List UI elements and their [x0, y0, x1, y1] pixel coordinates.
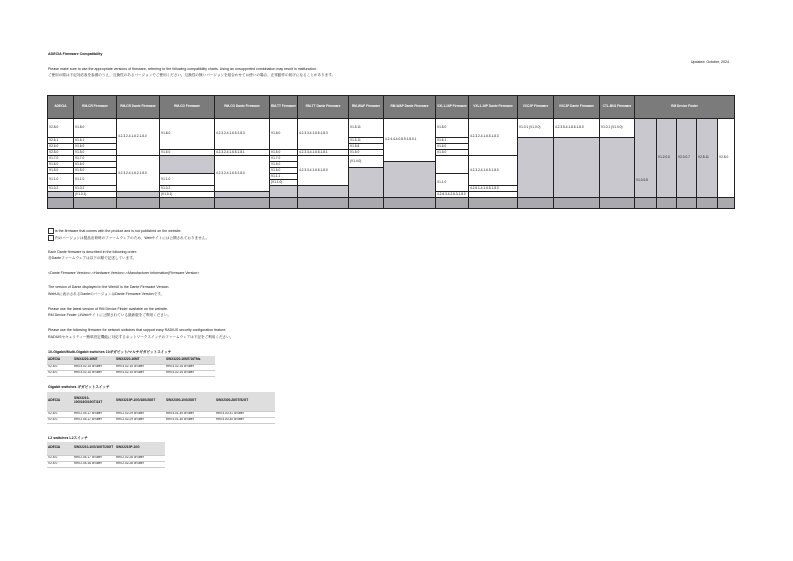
legend-square-icon: [48, 228, 54, 234]
empty-cell: [215, 198, 270, 209]
header-cell: VXL1-16P Dante Firmware: [469, 96, 518, 119]
header-cell: ADECIA: [47, 356, 73, 364]
intro-en: Please make sure to use the appropriate versions of firmware, referring to the following compatibility charts. Using an unsupported combination may result in malfunction.: [48, 67, 318, 71]
empty-cell: [518, 198, 554, 209]
dante-cell: 4.2.3.2-4.1.6.5-1.8.0: [215, 156, 270, 192]
empty-cell: [600, 138, 635, 198]
cell: Rev.2.02.28 or later: [115, 455, 165, 461]
cell: V1.6.0: [74, 144, 117, 150]
cell: Rev.2.04.17 or later: [73, 455, 115, 461]
empty-cell: [657, 198, 677, 209]
dante-cell: 4.2.3.2-4.1.6.5-1.8.1: [215, 150, 270, 156]
cell: Rev.4.01.35 or later: [165, 411, 215, 417]
header-cell: RM-TT Dante Firmware: [298, 96, 349, 119]
note-radius-jp: RADIUSセキュリティー簡単設定機能に対応するネットワークスイッチのファームウェアは下記をご利用ください。: [48, 335, 234, 339]
header-cell: RM-CR Dante Firmware: [117, 96, 160, 119]
cell: V1.6.0: [74, 162, 117, 168]
cell: (V1.4.0): [349, 156, 384, 168]
empty-cell: [518, 138, 554, 198]
empty-cell: [436, 198, 469, 209]
note-finder-jp: RM Device Finder はWebサイトに公開されている最新版をご利用ください。: [48, 313, 172, 317]
cell: V1.5.0: [436, 150, 469, 156]
note-dante-order: Each Dante firmware is described in the following order:: [48, 250, 137, 254]
finder-cell: V2.0.0.7: [677, 119, 697, 198]
header-cell: SWX3220-16MT: [73, 356, 115, 364]
dante-cell: 4.2.3.3-4.1.6.5-1.8.0: [298, 156, 349, 186]
dante-cell: 4.2.6.3-4.2.6.3-1.8.0: [436, 192, 469, 198]
empty-cell: [270, 186, 298, 198]
note-dante-order-jp: 各Danteファームウェアは以下の順で記述しています。: [48, 256, 137, 260]
table-row: [47, 417, 275, 423]
cell: V2.8.0: [47, 364, 73, 370]
table-row: [48, 119, 735, 138]
header-cell: VXL1-16P Firmware: [436, 96, 469, 119]
cell: V2.6.0: [48, 144, 74, 150]
dante-cell: 4.2.3.2-4.1.6.2-1.8.0: [117, 119, 160, 156]
header-row: [48, 96, 735, 119]
cell: V1.8.0: [436, 119, 469, 138]
cell: Rev.4.02.15 or later: [73, 370, 115, 376]
empty-cell: [697, 198, 718, 209]
cell: V1.1.0: [160, 174, 215, 186]
cell: V2.6.1: [48, 138, 74, 144]
header-row: [47, 392, 275, 411]
cell: Rev.2.02.28 or later: [115, 461, 165, 467]
cell: V1.1.0: [48, 174, 74, 186]
empty-cell: [600, 198, 635, 209]
header-cell: VXC2P Firmware: [518, 96, 554, 119]
cell: Rev.4.02.15 or later: [73, 364, 115, 370]
finder-cell: V2.8.0: [718, 119, 735, 198]
cell: V2.6.0: [47, 417, 73, 423]
dante-cell: 4.2.4.4-4.0.8.9-1.8.0.1: [384, 119, 436, 162]
cell: (V1.0.1): [160, 192, 215, 198]
empty-cell: [384, 198, 436, 209]
header-cell: VXC2P Dante Firmware: [554, 96, 600, 119]
empty-cell: [298, 198, 349, 209]
empty-cell: [384, 162, 436, 198]
cell: V1.5.0: [270, 168, 298, 174]
cell: (V1.1.0): [270, 180, 298, 186]
header-cell: RM-CG Firmware: [160, 96, 215, 119]
header-cell: SWX3210-10G/16G/10GT/24T: [73, 392, 115, 411]
cell: V1.7.0: [270, 156, 298, 162]
cell: Rev.2.04.16 or later: [73, 461, 115, 467]
empty-cell: [349, 168, 384, 198]
header-cell: SWX2300-10G/28GT: [165, 392, 215, 411]
note-webui-jp: WebUIに表示されるDanteのバージョンはDante Firmware Versionです。: [48, 292, 165, 296]
cell: Rev.2.04.17 or later: [73, 417, 115, 423]
cell: V1.1.1: [270, 174, 298, 180]
empty-cell: [160, 156, 215, 174]
note-text: 内のバージョンは製品出荷時のファームウェアのため、Webサイトには公開されておりません。: [55, 235, 210, 240]
header-row: [47, 356, 215, 364]
cell: Rev.4.02.15 or later: [165, 364, 215, 370]
cell: V1.5.0: [160, 150, 215, 156]
note-firmware-bundled-jp: [48, 235, 209, 241]
cell: Rev.4.02.15 or later: [115, 364, 165, 370]
empty-cell: [677, 198, 697, 209]
intro-jp: ご使用の際は下記対応表を参照のうえ、互換性のあるバージョンでご使用ください。互換性の無いバージョンを組合わせてお使いの場合、正常動作の妨げになることがあります。: [48, 73, 336, 77]
cell: V2.8.0: [47, 455, 73, 461]
switch-table-gigabit: [47, 392, 275, 424]
header-cell: SWX3220-16MT/16TMs: [165, 356, 215, 364]
cell: V1.7.0: [48, 156, 74, 162]
legend-square-icon: [48, 235, 54, 241]
cell: V1.5.0: [74, 150, 117, 156]
dante-cell: 4.2.3.3-4.1.6.5-1.8.3: [298, 119, 349, 150]
header-cell: RM-CR Firmware: [74, 96, 117, 119]
cell: V1.8.0: [270, 119, 298, 150]
dante-cell: 4.2.3.2-4.1.6.2-1.8.0: [117, 156, 160, 192]
empty-cell: [298, 186, 349, 198]
note-radius: Please use the following firmware for network switches that support easy RADIUS security configuration feature.: [48, 328, 227, 332]
cell: Rev.2.02.29 or later: [115, 417, 165, 423]
empty-cell: [718, 198, 735, 209]
note-webui: The version of Dante displayed in the WebUI is the Dante Firmware Version.: [48, 285, 170, 289]
note-text: is the firmware that comes with the product and is not published on the website.: [55, 228, 182, 233]
empty-cell: [74, 198, 117, 209]
cell: V1.6.0: [436, 144, 469, 150]
table-row: [47, 461, 165, 467]
header-cell: SWX2300-28GT/52GT: [215, 392, 275, 411]
header-cell: SWX3210P-10G/18G/28GT: [115, 392, 165, 411]
cell: [436, 156, 469, 174]
header-cell: RM-WAP Firmware: [349, 96, 384, 119]
header-cell: SWX2210-10G/16GT/28GT: [73, 442, 115, 455]
header-cell: ADECIA: [47, 442, 73, 455]
cell: V1.5.0: [349, 150, 384, 156]
empty-cell: [48, 198, 74, 209]
cell: V1.6.1: [436, 138, 469, 144]
table-row: [47, 370, 215, 376]
finder-cell: V2.5.11: [697, 119, 718, 198]
document-title: ADECIA Firmware Compatibility: [48, 52, 103, 56]
empty-cell: [554, 138, 600, 198]
header-cell: RM Device Finder: [635, 96, 735, 119]
cell: V1.5.0: [48, 168, 74, 174]
switch-section-label: L2 switches L2スイッチ: [48, 436, 88, 440]
dante-cell: 4.2.3.2-4.1.6.5-1.8.3: [215, 119, 270, 150]
cell: V1.8.0: [160, 119, 215, 150]
header-cell: ADECIA: [47, 392, 73, 411]
table-row: [48, 198, 735, 209]
cell: Rev.4.02.15 or later: [165, 370, 215, 376]
dante-cell: 4.2.3.2-4.1.6.5-1.8.3: [469, 119, 518, 156]
cell: Rev.4.00.31 or later: [215, 411, 275, 417]
cell: V1.7.0: [74, 156, 117, 162]
cell: V2.6.0: [47, 461, 73, 467]
header-cell: SWX3220-16MT: [115, 356, 165, 364]
header-cell: ADECIA: [48, 96, 74, 119]
cell: V1.8.0: [74, 119, 117, 138]
switch-table-l2: [47, 442, 165, 468]
cell: V1.5.11: [349, 119, 384, 138]
header-cell: RM-TT Firmware: [270, 96, 298, 119]
header-cell: RM-WAP Dante Firmware: [384, 96, 436, 119]
dante-cell: 4.2.3.2-4.1.6.5-1.8.0: [469, 156, 518, 186]
finder-cell: V1.2.0.0: [657, 119, 677, 198]
cell: V2.8.0: [47, 411, 73, 417]
header-cell: SWX2210P-10G: [115, 442, 165, 455]
empty-cell: [270, 198, 298, 209]
compatibility-table: [47, 95, 735, 209]
cell: V1.5.0: [74, 168, 117, 174]
finder-cell: V1.0.0.5: [635, 119, 657, 198]
dante-cell: 4.2.6.1-4.1.6.5-1.8.0: [469, 186, 518, 192]
cell: V1.1.0: [436, 174, 469, 192]
empty-cell: [554, 198, 600, 209]
updated-date: Updated: October, 2024: [690, 60, 729, 64]
cell: V1.0.2: [48, 186, 74, 192]
cell: Rev.4.02.15 or later: [115, 370, 165, 376]
cell: V1.0.1 (V1.0.0): [518, 119, 554, 138]
switch-section-label: 10-Gigabit/Multi-Gigabit switches 10ギガビット/マルチギガビットスイッチ: [48, 350, 172, 354]
dante-cell: 4.2.3.3-4.1.6.5-1.8.1: [298, 150, 349, 156]
empty-cell: [160, 198, 215, 209]
cell: V1.5.8: [349, 144, 384, 150]
switch-section-label: Gigabit switches ギガビットスイッチ: [48, 385, 110, 389]
dante-cell: 4.2.3.5-4.1.8.5-1.8.0: [554, 119, 600, 138]
note-firmware-bundled: [48, 228, 181, 234]
cell: V1.6.0: [270, 162, 298, 168]
cell: V1.6.1: [74, 138, 117, 144]
switch-table-10g: [47, 356, 215, 377]
header-cell: CTL-BN1 Firmware: [600, 96, 635, 119]
header-cell: RM-CG Dante Firmware: [215, 96, 270, 119]
empty-cell: [635, 198, 657, 209]
cell: (V1.0.1): [74, 192, 117, 198]
cell: V1.6.0: [48, 162, 74, 168]
empty-cell: [117, 198, 160, 209]
cell: V2.5.0: [48, 150, 74, 156]
cell: V1.0.1 (V1.0.0): [600, 119, 635, 138]
cell: V1.5.0: [270, 150, 298, 156]
cell: Rev.2.04.17 or later: [73, 411, 115, 417]
header-row: [47, 442, 165, 455]
cell: Rev.2.02.29 or later: [115, 411, 165, 417]
cell: V2.6.0: [47, 370, 73, 376]
note-dante-format: <Dante Firmware Version>-<Hardware Version>-<Manufacturer Information(Firmware Version>: [48, 271, 200, 275]
cell: Rev.4.00.30 or later: [215, 417, 275, 423]
cell: V1.0.2: [160, 186, 215, 192]
empty-cell: [349, 198, 384, 209]
cell: V1.1.0: [74, 174, 117, 186]
note-finder: Please use the latest version of RM Device Finder available on the website.: [48, 307, 169, 311]
cell: Rev.4.01.34 or later: [165, 417, 215, 423]
cell: V2.8.0: [48, 119, 74, 138]
cell: V1.0.2: [74, 186, 117, 192]
cell: V1.5.11: [349, 138, 384, 144]
empty-cell: [469, 198, 518, 209]
